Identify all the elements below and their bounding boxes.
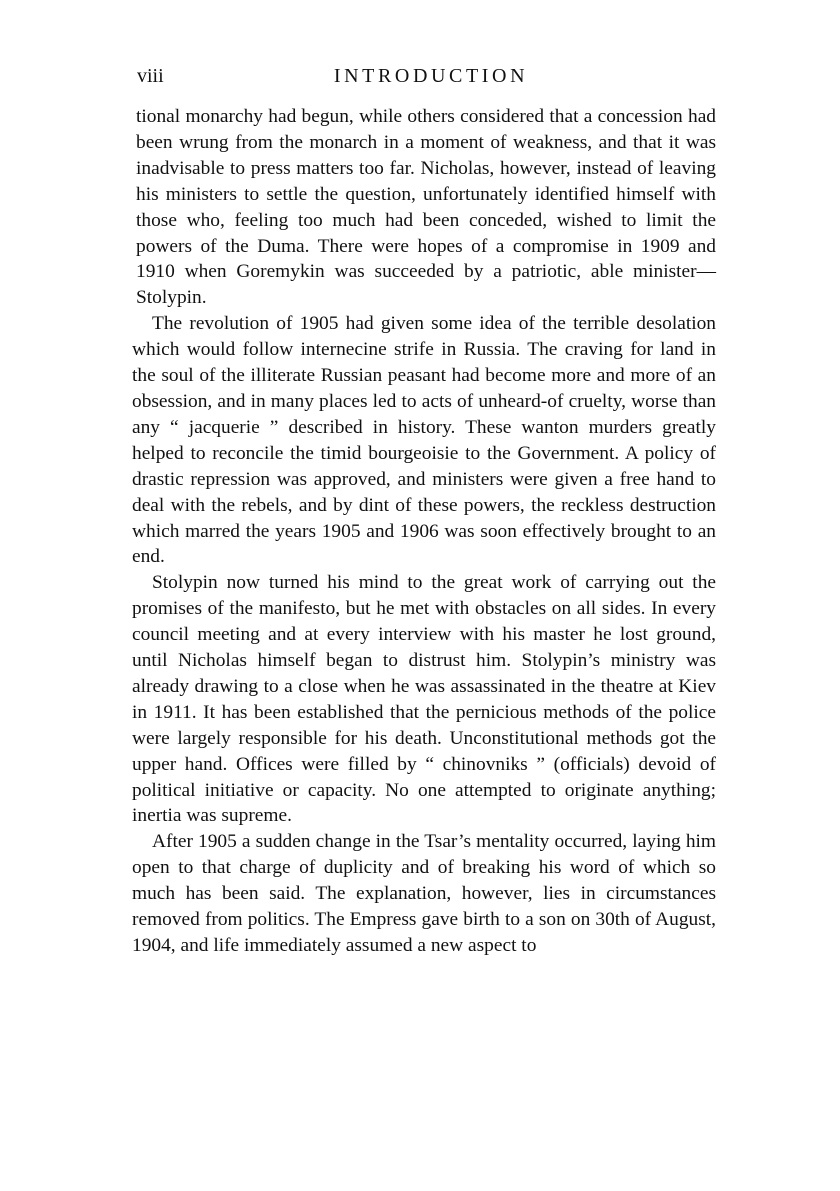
- paragraph-stolypin: Stolypin now turned his mind to the great work of carrying out the promises of the manifesto, but he met with obstacles on all sides. In every council meeting and at every interview with his master he lost ground, until Nicholas himself began to distrust him. Stolypin’s ministry was already drawing to a close when he was assassinated in the theatre at Kiev in 1911. It has been established that the pernicious methods of the police were largely responsible for his death. Unconstitutional methods got the upper hand. Offices were filled by “ chinovniks ” (officials) devoid of political initiative or capacity. No one attempted to originate anything; inertia was supreme.: [132, 572, 716, 827]
- paragraph-continued: tional monarchy had begun, while others considered that a concession had been wrung from the monarch in a moment of weakness, and that it was inadvisable to press matters too far. Nicholas, however, instead of leaving his ministers to settle the question, unfortunately identified himself with those who, feeling too much had been conceded, wished to limit the powers of the Duma. There were hopes of a compromise in 1909 and 1910 when Goremykin was succeeded by a patriotic, able minister—Stolypin.: [136, 106, 716, 309]
- paragraph-tsar-mentality: After 1905 a sudden change in the Tsar’s mentality occurred, laying him open to that charge of duplicity and of breaking his word of which so much has been said. The explanation, however, lies in circumstances removed from politics. The Empress gave birth to a son on 30th of August, 1904, and life immediately assumed a new aspect to: [132, 831, 716, 956]
- running-head: [132, 62, 716, 90]
- book-page: [132, 62, 716, 959]
- paragraph-revolution-1905: The revolution of 1905 had given some idea of the terrible desolation which would follow internecine strife in Russia. The craving for land in the soul of the illiterate Russian peasant had become more and more of an obsession, and in many places led to acts of unheard-of cruelty, worse than any “ jacquerie ” described in history. These wanton murders greatly helped to reconcile the timid bourgeoisie to the Government. A policy of drastic repression was approved, and ministers were given a free hand to deal with the rebels, and by dint of these powers, the reckless destruction which marred the years 1905 and 1906 was soon effectively brought to an end.: [132, 313, 716, 568]
- page-number: viii: [137, 65, 164, 87]
- running-title: INTRODUCTION: [333, 65, 529, 87]
